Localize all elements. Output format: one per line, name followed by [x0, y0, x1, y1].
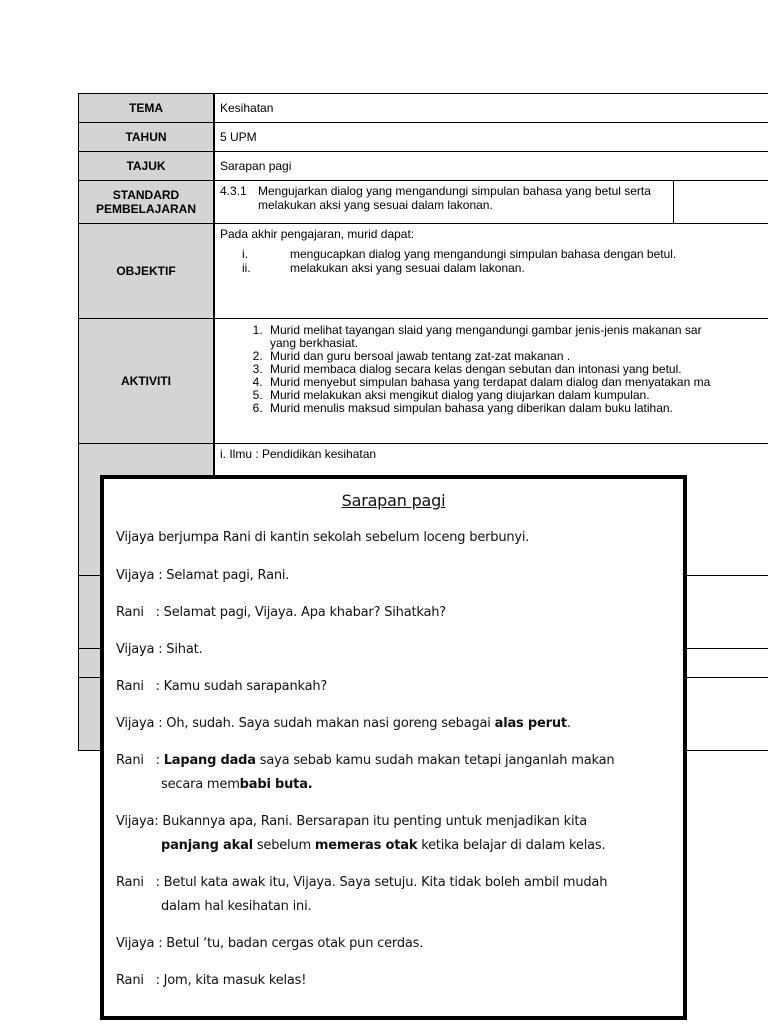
dialog-line: Rani : Kamu sudah sarapankah?: [116, 679, 328, 694]
aktiviti-list: [220, 324, 768, 415]
objektif-label: OBJEKTIF: [79, 224, 215, 319]
standard-number: 4.3.1: [220, 184, 247, 198]
dialog-title: Sarapan pagi: [341, 491, 446, 510]
aktiviti-item: 4. Murid menyebut simpulan bahasa yang terdapat dalam dialog dan menyatakan ma: [266, 376, 768, 389]
aktiviti-item: 5. Murid melakukan aksi mengikut dialog yang diujarkan dalam kumpulan.: [266, 389, 768, 402]
dialog-line: Rani : Jom, kita masuk kelas!: [116, 973, 307, 988]
objektif-intro: Pada akhir pengajaran, murid dapat:: [220, 227, 415, 241]
dialog-line: Rani : Betul kata awak itu, Vijaya. Saya setuju. Kita tidak boleh ambil mudah dalam hal kesihatan ini.: [116, 875, 608, 914]
objektif-cell: [214, 224, 768, 319]
dialog-line: Vijaya: Bukannya apa, Rani. Bersarapan itu penting untuk menjadikan kita panjang akal sebelum memeras otak ketika belajar di dalam kelas.: [116, 814, 606, 853]
aktiviti-label: AKTIVITI: [79, 319, 215, 444]
standard-cell: [214, 181, 768, 224]
ilmu-text: i. Ilmu : Pendidikan kesihatan: [220, 447, 377, 461]
standard-label-line1: STANDARD: [112, 188, 180, 202]
objektif-item: ii. melakukan aksi yang sesuai dalam lakonan.: [242, 261, 525, 275]
dialog-intro: Vijaya berjumpa Rani di kantin sekolah sebelum loceng berbunyi.: [116, 530, 530, 545]
aktiviti-cell: [214, 319, 768, 444]
aktiviti-item: 3. Murid membaca dialog secara kelas dengan sebutan dan intonasi yang betul.: [266, 363, 768, 376]
standard-label-line2: PEMBELAJARAN: [95, 202, 196, 216]
tajuk-value: Sarapan pagi: [214, 152, 768, 181]
dialog-line: Vijaya : Sihat.: [116, 642, 203, 657]
dialog-line: Vijaya : Oh, sudah. Saya sudah makan nasi goreng sebagai alas perut.: [116, 716, 571, 731]
tahun-value: 5 UPM: [214, 123, 768, 152]
tajuk-label: TAJUK: [79, 152, 215, 181]
tema-label: TEMA: [79, 94, 215, 123]
standard-text: Mengujarkan dialog yang mengandungi simpulan bahasa yang betul serta melakukan aksi yang sesuai dalam lakonan.: [258, 184, 651, 212]
dialog-line: Rani : Lapang dada saya sebab kamu sudah makan tetapi janganlah makan secara membabi buta.: [116, 753, 615, 792]
tahun-label: TAHUN: [79, 123, 215, 152]
objektif-item: i. mengucapkan dialog yang mengandungi simpulan bahasa dengan betul.: [242, 247, 677, 261]
dialog-line: Rani : Selamat pagi, Vijaya. Apa khabar? Sihatkah?: [116, 605, 446, 620]
aktiviti-item: 6. Murid menulis maksud simpulan bahasa yang diberikan dalam buku latihan.: [266, 402, 768, 415]
tema-value: Kesihatan: [214, 94, 768, 123]
standard-divider: [673, 180, 674, 224]
aktiviti-item: 2. Murid dan guru bersoal jawab tentang zat-zat makanan .: [266, 350, 768, 363]
standard-label: [79, 181, 215, 224]
dialog-box: [100, 475, 687, 1020]
aktiviti-item: 1. Murid melihat tayangan slaid yang mengandungi gambar jenis-jenis makanan sar yang berkhasiat.: [266, 324, 768, 350]
dialog-line: Vijaya : Betul ‘tu, badan cergas otak pun cerdas.: [116, 936, 424, 951]
dialog-line: Vijaya : Selamat pagi, Rani.: [116, 568, 290, 583]
